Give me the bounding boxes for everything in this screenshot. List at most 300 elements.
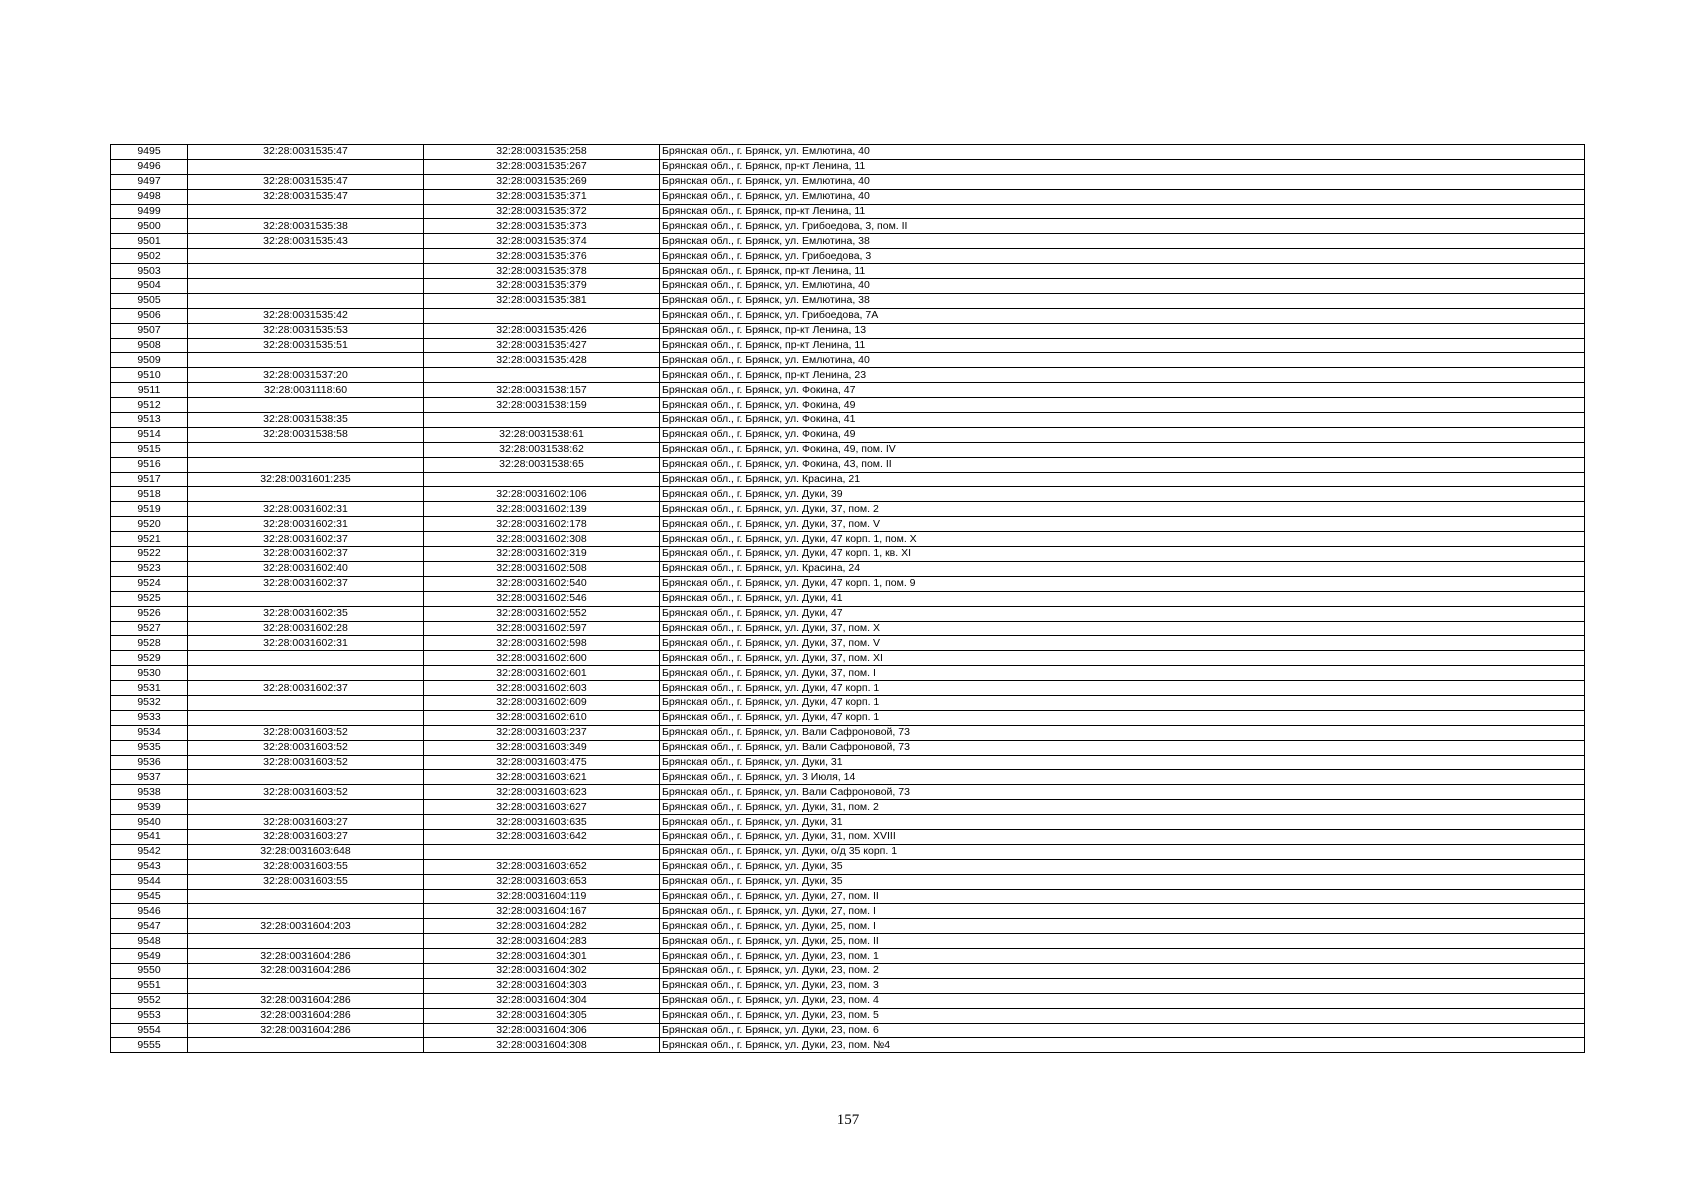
cadastral-number-cell: 32:28:0031535:427 [424,338,660,353]
address-cell: Брянская обл., г. Брянск, ул. Красина, 24 [660,561,1585,576]
row-number-cell: 9541 [111,829,188,844]
cadastral-number-cell: 32:28:0031604:305 [424,1008,660,1023]
address-cell: Брянская обл., г. Брянск, ул. Дуки, 31 [660,815,1585,830]
address-cell: Брянская обл., г. Брянск, ул. Дуки, 23, пом. №4 [660,1038,1585,1053]
parent-cadastral-number-cell [188,591,424,606]
parent-cadastral-number-cell [188,293,424,308]
address-cell: Брянская обл., г. Брянск, ул. Вали Сафроновой, 73 [660,740,1585,755]
row-number-cell: 9531 [111,681,188,696]
table-row [111,487,1585,502]
address-cell: Брянская обл., г. Брянск, пр-кт Ленина, 13 [660,323,1585,338]
row-number-cell: 9528 [111,636,188,651]
address-cell: Брянская обл., г. Брянск, ул. Фокина, 49 [660,398,1585,413]
table-row [111,710,1585,725]
cadastral-number-cell: 32:28:0031535:371 [424,189,660,204]
address-cell: Брянская обл., г. Брянск, ул. Дуки, 25, пом. II [660,934,1585,949]
table-row [111,189,1585,204]
address-cell: Брянская обл., г. Брянск, ул. Дуки, 37, пом. XI [660,651,1585,666]
table-row [111,695,1585,710]
cadastral-number-cell: 32:28:0031602:610 [424,710,660,725]
table-row [111,934,1585,949]
table-row [111,279,1585,294]
parent-cadastral-number-cell: 32:28:0031602:31 [188,636,424,651]
parent-cadastral-number-cell: 32:28:0031535:42 [188,308,424,323]
table-row [111,338,1585,353]
address-cell: Брянская обл., г. Брянск, ул. Емлютина, 40 [660,353,1585,368]
table-row [111,725,1585,740]
cadastral-number-cell: 32:28:0031604:303 [424,978,660,993]
address-cell: Брянская обл., г. Брянск, ул. Дуки, 47 корп. 1, кв. XI [660,547,1585,562]
table-row [111,457,1585,472]
table-row [111,978,1585,993]
parent-cadastral-number-cell [188,710,424,725]
row-number-cell: 9546 [111,904,188,919]
table-row [111,755,1585,770]
row-number-cell: 9508 [111,338,188,353]
address-cell: Брянская обл., г. Брянск, ул. Грибоедова, 3 [660,249,1585,264]
row-number-cell: 9547 [111,919,188,934]
table-row [111,472,1585,487]
address-cell: Брянская обл., г. Брянск, ул. Фокина, 49 [660,427,1585,442]
parent-cadastral-number-cell: 32:28:0031603:55 [188,874,424,889]
parent-cadastral-number-cell [188,442,424,457]
row-number-cell: 9504 [111,279,188,294]
parent-cadastral-number-cell [188,666,424,681]
parent-cadastral-number-cell: 32:28:0031602:37 [188,547,424,562]
parent-cadastral-number-cell [188,651,424,666]
cadastral-number-cell: 32:28:0031604:119 [424,889,660,904]
row-number-cell: 9525 [111,591,188,606]
table-row [111,740,1585,755]
registry-table-body [111,145,1585,1053]
cadastral-number-cell [424,368,660,383]
parent-cadastral-number-cell: 32:28:0031538:35 [188,413,424,428]
parent-cadastral-number-cell: 32:28:0031601:235 [188,472,424,487]
parent-cadastral-number-cell: 32:28:0031535:51 [188,338,424,353]
parent-cadastral-number-cell: 32:28:0031603:55 [188,859,424,874]
parent-cadastral-number-cell [188,249,424,264]
address-cell: Брянская обл., г. Брянск, ул. Дуки, 31, пом. 2 [660,800,1585,815]
page-number: 157 [836,1112,860,1128]
parent-cadastral-number-cell [188,398,424,413]
cadastral-number-cell: 32:28:0031535:258 [424,145,660,160]
row-number-cell: 9529 [111,651,188,666]
address-cell: Брянская обл., г. Брянск, пр-кт Ленина, 11 [660,159,1585,174]
row-number-cell: 9506 [111,308,188,323]
table-row [111,829,1585,844]
table-row [111,353,1585,368]
address-cell: Брянская обл., г. Брянск, ул. Дуки, 31, пом. XVIII [660,829,1585,844]
address-cell: Брянская обл., г. Брянск, ул. Дуки, 35 [660,859,1585,874]
row-number-cell: 9522 [111,547,188,562]
row-number-cell: 9500 [111,219,188,234]
parent-cadastral-number-cell: 32:28:0031535:47 [188,189,424,204]
cadastral-number-cell: 32:28:0031603:623 [424,785,660,800]
cadastral-number-cell: 32:28:0031603:652 [424,859,660,874]
parent-cadastral-number-cell [188,695,424,710]
address-cell: Брянская обл., г. Брянск, ул. Дуки, 27, пом. II [660,889,1585,904]
table-row [111,904,1585,919]
table-row [111,785,1585,800]
row-number-cell: 9532 [111,695,188,710]
parent-cadastral-number-cell: 32:28:0031118:60 [188,383,424,398]
parent-cadastral-number-cell: 32:28:0031603:27 [188,815,424,830]
table-row [111,800,1585,815]
table-row [111,249,1585,264]
row-number-cell: 9524 [111,576,188,591]
registry-table [110,144,1585,1053]
address-cell: Брянская обл., г. Брянск, ул. Емлютина, 40 [660,279,1585,294]
row-number-cell: 9527 [111,621,188,636]
row-number-cell: 9538 [111,785,188,800]
parent-cadastral-number-cell: 32:28:0031603:52 [188,785,424,800]
row-number-cell: 9512 [111,398,188,413]
address-cell: Брянская обл., г. Брянск, ул. Дуки, 47 корп. 1, пом. 9 [660,576,1585,591]
cadastral-number-cell: 32:28:0031602:508 [424,561,660,576]
table-row [111,576,1585,591]
cadastral-number-cell [424,413,660,428]
cadastral-number-cell [424,308,660,323]
address-cell: Брянская обл., г. Брянск, ул. Грибоедова, 7А [660,308,1585,323]
table-row [111,666,1585,681]
row-number-cell: 9510 [111,368,188,383]
parent-cadastral-number-cell [188,770,424,785]
row-number-cell: 9521 [111,532,188,547]
cadastral-number-cell: 32:28:0031535:426 [424,323,660,338]
row-number-cell: 9526 [111,606,188,621]
parent-cadastral-number-cell: 32:28:0031602:40 [188,561,424,576]
cadastral-number-cell: 32:28:0031602:601 [424,666,660,681]
parent-cadastral-number-cell [188,457,424,472]
cadastral-number-cell: 32:28:0031602:540 [424,576,660,591]
row-number-cell: 9530 [111,666,188,681]
cadastral-number-cell: 32:28:0031603:349 [424,740,660,755]
address-cell: Брянская обл., г. Брянск, ул. Дуки, 37, пом. 2 [660,502,1585,517]
row-number-cell: 9539 [111,800,188,815]
row-number-cell: 9552 [111,993,188,1008]
table-row [111,219,1585,234]
table-row [111,383,1585,398]
address-cell: Брянская обл., г. Брянск, пр-кт Ленина, 11 [660,338,1585,353]
address-cell: Брянская обл., г. Брянск, ул. Дуки, 23, пом. 2 [660,963,1585,978]
cadastral-number-cell [424,844,660,859]
table-row [111,234,1585,249]
parent-cadastral-number-cell: 32:28:0031535:53 [188,323,424,338]
address-cell: Брянская обл., г. Брянск, ул. 3 Июля, 14 [660,770,1585,785]
cadastral-number-cell: 32:28:0031604:308 [424,1038,660,1053]
row-number-cell: 9503 [111,264,188,279]
parent-cadastral-number-cell: 32:28:0031604:286 [188,949,424,964]
table-row [111,844,1585,859]
address-cell: Брянская обл., г. Брянск, ул. Дуки, 25, пом. I [660,919,1585,934]
table-row [111,561,1585,576]
row-number-cell: 9533 [111,710,188,725]
cadastral-number-cell: 32:28:0031603:627 [424,800,660,815]
cadastral-number-cell: 32:28:0031602:609 [424,695,660,710]
row-number-cell: 9502 [111,249,188,264]
parent-cadastral-number-cell [188,978,424,993]
row-number-cell: 9498 [111,189,188,204]
address-cell: Брянская обл., г. Брянск, ул. Дуки, 47 [660,606,1585,621]
address-cell: Брянская обл., г. Брянск, ул. Красина, 21 [660,472,1585,487]
parent-cadastral-number-cell: 32:28:0031604:203 [188,919,424,934]
parent-cadastral-number-cell [188,487,424,502]
table-row [111,308,1585,323]
table-row [111,1008,1585,1023]
address-cell: Брянская обл., г. Брянск, ул. Фокина, 41 [660,413,1585,428]
address-cell: Брянская обл., г. Брянск, ул. Дуки, 47 корп. 1 [660,710,1585,725]
address-cell: Брянская обл., г. Брянск, ул. Емлютина, 38 [660,234,1585,249]
cadastral-number-cell: 32:28:0031535:267 [424,159,660,174]
cadastral-number-cell: 32:28:0031538:62 [424,442,660,457]
table-row [111,874,1585,889]
parent-cadastral-number-cell [188,159,424,174]
address-cell: Брянская обл., г. Брянск, ул. Фокина, 49, пом. IV [660,442,1585,457]
row-number-cell: 9497 [111,174,188,189]
table-row [111,145,1585,160]
address-cell: Брянская обл., г. Брянск, ул. Емлютина, 40 [660,145,1585,160]
table-row [111,949,1585,964]
address-cell: Брянская обл., г. Брянск, ул. Дуки, 23, пом. 5 [660,1008,1585,1023]
cadastral-number-cell: 32:28:0031603:475 [424,755,660,770]
parent-cadastral-number-cell [188,904,424,919]
parent-cadastral-number-cell: 32:28:0031604:286 [188,1008,424,1023]
parent-cadastral-number-cell: 32:28:0031535:47 [188,174,424,189]
cadastral-number-cell: 32:28:0031602:178 [424,517,660,532]
address-cell: Брянская обл., г. Брянск, ул. Дуки, 23, пом. 1 [660,949,1585,964]
parent-cadastral-number-cell: 32:28:0031603:52 [188,755,424,770]
row-number-cell: 9511 [111,383,188,398]
cadastral-number-cell [424,472,660,487]
cadastral-number-cell: 32:28:0031535:379 [424,279,660,294]
table-row [111,293,1585,308]
address-cell: Брянская обл., г. Брянск, ул. Дуки, о/д 35 корп. 1 [660,844,1585,859]
row-number-cell: 9542 [111,844,188,859]
table-row [111,1038,1585,1053]
address-cell: Брянская обл., г. Брянск, ул. Емлютина, 40 [660,174,1585,189]
row-number-cell: 9507 [111,323,188,338]
cadastral-number-cell: 32:28:0031602:603 [424,681,660,696]
address-cell: Брянская обл., г. Брянск, ул. Дуки, 37, пом. V [660,517,1585,532]
address-cell: Брянская обл., г. Брянск, ул. Дуки, 35 [660,874,1585,889]
parent-cadastral-number-cell [188,279,424,294]
row-number-cell: 9509 [111,353,188,368]
row-number-cell: 9534 [111,725,188,740]
parent-cadastral-number-cell: 32:28:0031603:27 [188,829,424,844]
row-number-cell: 9544 [111,874,188,889]
address-cell: Брянская обл., г. Брянск, ул. Дуки, 31 [660,755,1585,770]
table-row [111,859,1585,874]
table-row [111,547,1585,562]
address-cell: Брянская обл., г. Брянск, ул. Дуки, 23, пом. 6 [660,1023,1585,1038]
table-row [111,427,1585,442]
parent-cadastral-number-cell [188,800,424,815]
table-row [111,993,1585,1008]
cadastral-number-cell: 32:28:0031602:308 [424,532,660,547]
parent-cadastral-number-cell: 32:28:0031602:37 [188,532,424,547]
row-number-cell: 9549 [111,949,188,964]
cadastral-number-cell: 32:28:0031602:139 [424,502,660,517]
table-row [111,591,1585,606]
row-number-cell: 9501 [111,234,188,249]
parent-cadastral-number-cell: 32:28:0031602:37 [188,681,424,696]
table-row [111,1023,1585,1038]
table-row [111,159,1585,174]
row-number-cell: 9519 [111,502,188,517]
cadastral-number-cell: 32:28:0031603:237 [424,725,660,740]
cadastral-number-cell: 32:28:0031538:157 [424,383,660,398]
cadastral-number-cell: 32:28:0031604:304 [424,993,660,1008]
parent-cadastral-number-cell: 32:28:0031604:286 [188,963,424,978]
address-cell: Брянская обл., г. Брянск, ул. Грибоедова, 3, пом. II [660,219,1585,234]
address-cell: Брянская обл., г. Брянск, ул. Дуки, 41 [660,591,1585,606]
row-number-cell: 9545 [111,889,188,904]
cadastral-number-cell: 32:28:0031603:635 [424,815,660,830]
cadastral-number-cell: 32:28:0031535:269 [424,174,660,189]
parent-cadastral-number-cell: 32:28:0031602:37 [188,576,424,591]
table-row [111,919,1585,934]
address-cell: Брянская обл., г. Брянск, пр-кт Ленина, 11 [660,204,1585,219]
cadastral-number-cell: 32:28:0031535:373 [424,219,660,234]
table-row [111,174,1585,189]
table-row [111,204,1585,219]
table-row [111,770,1585,785]
cadastral-number-cell: 32:28:0031535:374 [424,234,660,249]
address-cell: Брянская обл., г. Брянск, ул. Дуки, 37, пом. X [660,621,1585,636]
row-number-cell: 9515 [111,442,188,457]
cadastral-number-cell: 32:28:0031603:621 [424,770,660,785]
address-cell: Брянская обл., г. Брянск, ул. Дуки, 37, пом. I [660,666,1585,681]
row-number-cell: 9518 [111,487,188,502]
address-cell: Брянская обл., г. Брянск, ул. Фокина, 47 [660,383,1585,398]
parent-cadastral-number-cell: 32:28:0031602:31 [188,502,424,517]
parent-cadastral-number-cell: 32:28:0031602:31 [188,517,424,532]
address-cell: Брянская обл., г. Брянск, ул. Дуки, 47 корп. 1 [660,695,1585,710]
cadastral-number-cell: 32:28:0031603:642 [424,829,660,844]
cadastral-number-cell: 32:28:0031538:65 [424,457,660,472]
cadastral-number-cell: 32:28:0031602:552 [424,606,660,621]
table-row [111,502,1585,517]
table-row [111,413,1585,428]
parent-cadastral-number-cell: 32:28:0031535:38 [188,219,424,234]
address-cell: Брянская обл., г. Брянск, ул. Емлютина, 40 [660,189,1585,204]
table-row [111,606,1585,621]
table-row [111,442,1585,457]
row-number-cell: 9543 [111,859,188,874]
row-number-cell: 9520 [111,517,188,532]
parent-cadastral-number-cell: 32:28:0031603:52 [188,740,424,755]
address-cell: Брянская обл., г. Брянск, пр-кт Ленина, 11 [660,264,1585,279]
cadastral-number-cell: 32:28:0031538:61 [424,427,660,442]
row-number-cell: 9536 [111,755,188,770]
table-row [111,368,1585,383]
cadastral-number-cell: 32:28:0031538:159 [424,398,660,413]
cadastral-number-cell: 32:28:0031535:428 [424,353,660,368]
address-cell: Брянская обл., г. Брянск, ул. Дуки, 27, пом. I [660,904,1585,919]
row-number-cell: 9554 [111,1023,188,1038]
parent-cadastral-number-cell: 32:28:0031603:52 [188,725,424,740]
parent-cadastral-number-cell [188,204,424,219]
cadastral-number-cell: 32:28:0031602:106 [424,487,660,502]
cadastral-number-cell: 32:28:0031602:600 [424,651,660,666]
row-number-cell: 9550 [111,963,188,978]
parent-cadastral-number-cell [188,934,424,949]
row-number-cell: 9523 [111,561,188,576]
address-cell: Брянская обл., г. Брянск, ул. Вали Сафроновой, 73 [660,785,1585,800]
row-number-cell: 9553 [111,1008,188,1023]
cadastral-number-cell: 32:28:0031603:653 [424,874,660,889]
address-cell: Брянская обл., г. Брянск, ул. Емлютина, 38 [660,293,1585,308]
cadastral-number-cell: 32:28:0031604:302 [424,963,660,978]
cadastral-number-cell: 32:28:0031602:598 [424,636,660,651]
parent-cadastral-number-cell [188,353,424,368]
row-number-cell: 9548 [111,934,188,949]
address-cell: Брянская обл., г. Брянск, ул. Дуки, 47 корп. 1, пом. X [660,532,1585,547]
parent-cadastral-number-cell: 32:28:0031602:35 [188,606,424,621]
row-number-cell: 9499 [111,204,188,219]
table-row [111,517,1585,532]
address-cell: Брянская обл., г. Брянск, ул. Фокина, 43, пом. II [660,457,1585,472]
cadastral-number-cell: 32:28:0031602:597 [424,621,660,636]
address-cell: Брянская обл., г. Брянск, ул. Дуки, 37, пом. V [660,636,1585,651]
address-cell: Брянская обл., г. Брянск, ул. Дуки, 23, пом. 4 [660,993,1585,1008]
cadastral-number-cell: 32:28:0031604:283 [424,934,660,949]
parent-cadastral-number-cell: 32:28:0031535:47 [188,145,424,160]
cadastral-number-cell: 32:28:0031602:319 [424,547,660,562]
table-row [111,398,1585,413]
address-cell: Брянская обл., г. Брянск, пр-кт Ленина, 23 [660,368,1585,383]
table-row [111,651,1585,666]
table-row [111,532,1585,547]
row-number-cell: 9555 [111,1038,188,1053]
table-row [111,323,1585,338]
row-number-cell: 9505 [111,293,188,308]
cadastral-number-cell: 32:28:0031535:376 [424,249,660,264]
row-number-cell: 9496 [111,159,188,174]
cadastral-number-cell: 32:28:0031535:381 [424,293,660,308]
parent-cadastral-number-cell: 32:28:0031604:286 [188,993,424,1008]
parent-cadastral-number-cell [188,1038,424,1053]
table-row [111,815,1585,830]
cadastral-number-cell: 32:28:0031535:372 [424,204,660,219]
address-cell: Брянская обл., г. Брянск, ул. Вали Сафроновой, 73 [660,725,1585,740]
table-row [111,963,1585,978]
row-number-cell: 9517 [111,472,188,487]
row-number-cell: 9513 [111,413,188,428]
cadastral-number-cell: 32:28:0031604:167 [424,904,660,919]
table-row [111,889,1585,904]
address-cell: Брянская обл., г. Брянск, ул. Дуки, 47 корп. 1 [660,681,1585,696]
table-row [111,681,1585,696]
row-number-cell: 9495 [111,145,188,160]
table-row [111,621,1585,636]
address-cell: Брянская обл., г. Брянск, ул. Дуки, 23, пом. 3 [660,978,1585,993]
parent-cadastral-number-cell [188,889,424,904]
parent-cadastral-number-cell: 32:28:0031603:648 [188,844,424,859]
parent-cadastral-number-cell: 32:28:0031604:286 [188,1023,424,1038]
cadastral-number-cell: 32:28:0031602:546 [424,591,660,606]
row-number-cell: 9514 [111,427,188,442]
row-number-cell: 9540 [111,815,188,830]
row-number-cell: 9537 [111,770,188,785]
parent-cadastral-number-cell: 32:28:0031537:20 [188,368,424,383]
cadastral-number-cell: 32:28:0031604:301 [424,949,660,964]
cadastral-number-cell: 32:28:0031604:282 [424,919,660,934]
row-number-cell: 9551 [111,978,188,993]
parent-cadastral-number-cell [188,264,424,279]
table-row [111,636,1585,651]
parent-cadastral-number-cell: 32:28:0031535:43 [188,234,424,249]
